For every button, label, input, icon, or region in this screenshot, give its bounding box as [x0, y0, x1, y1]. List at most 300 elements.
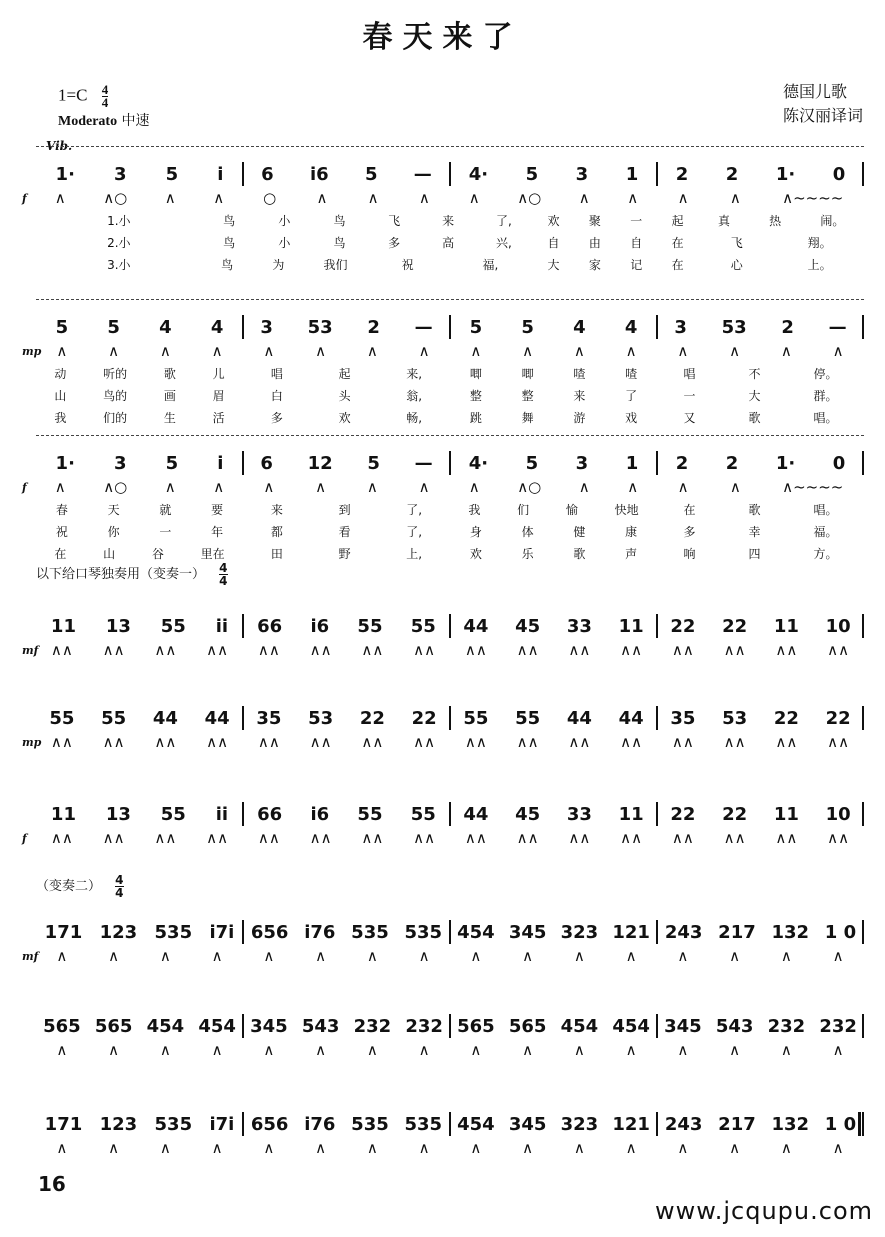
song-title: 春天来了 — [362, 20, 523, 55]
note: i76 — [304, 1113, 336, 1135]
lyric-word: 翔。 — [807, 235, 832, 250]
note: 5 — [364, 163, 378, 185]
lyric-word: 你 — [107, 524, 120, 539]
note: 1· — [775, 452, 796, 474]
articulation-measure — [36, 1138, 243, 1158]
note: 454 — [146, 1015, 185, 1037]
lyric-word: 喳 — [573, 366, 586, 381]
articulation-mark: ∧ — [263, 947, 275, 965]
articulation-mark: ∧○ — [103, 478, 128, 496]
note: 11 — [50, 615, 76, 637]
score-system — [36, 1110, 864, 1160]
lyric-word: 小 — [278, 213, 291, 228]
bar-line — [242, 920, 244, 944]
bar-line — [862, 451, 864, 475]
lyric-word: 儿 — [212, 366, 225, 381]
articulation-measure — [657, 828, 864, 848]
lyric-word: 高 — [442, 235, 455, 250]
note: 33 — [566, 803, 592, 825]
lyric-word: 鸟 — [333, 235, 346, 250]
lyric-word: 看 — [338, 524, 351, 539]
lyric-segment — [367, 232, 533, 252]
note: 123 — [99, 921, 138, 943]
lyric-word: 头 — [338, 388, 351, 403]
note: 13 — [105, 803, 131, 825]
note: 22 — [670, 615, 696, 637]
lyric-word: 鸟 — [333, 213, 346, 228]
key-label: 1=C — [58, 85, 88, 105]
bar-line — [449, 1112, 451, 1136]
articulation-mark: ∧ — [418, 189, 430, 207]
note: 243 — [664, 921, 703, 943]
note: 55 — [160, 615, 186, 637]
bar-line — [656, 614, 658, 638]
articulation-measure — [36, 341, 243, 361]
note: 66 — [257, 803, 283, 825]
note: i — [217, 163, 224, 185]
bar-line — [242, 315, 244, 339]
articulation-mark: ∧~~~~ — [782, 189, 844, 207]
articulation-mark: ∧∧ — [50, 829, 73, 847]
lyric-segment — [202, 232, 368, 252]
note: 3 — [575, 163, 589, 185]
lyric-word: 上。 — [807, 257, 832, 272]
lyric-word: 山 — [54, 388, 67, 403]
articulation-mark: ∧ — [729, 342, 741, 360]
lyric-word: 福, — [482, 257, 499, 272]
articulation-mark: ∧∧ — [775, 733, 798, 751]
note: 656 — [250, 1113, 289, 1135]
measure — [36, 918, 243, 946]
note: 454 — [560, 1015, 599, 1037]
lyric-word: 歌 — [748, 502, 761, 517]
note: 11 — [618, 803, 644, 825]
articulation-mark: ∧ — [468, 478, 480, 496]
tempo-cn: 中速 — [121, 113, 150, 129]
articulation-mark: ∧∧ — [723, 829, 746, 847]
lyric-word: 歌 — [573, 546, 586, 561]
lyric-word: 要 — [211, 502, 224, 517]
articulation-mark: ∧ — [573, 1041, 585, 1059]
system-divider — [36, 299, 864, 300]
note: 345 — [664, 1015, 702, 1037]
articulation-mark: ∧ — [522, 1041, 534, 1059]
lyric-word: 唱。 — [813, 502, 838, 517]
lyric-word: 方。 — [813, 546, 838, 561]
note: 22 — [722, 615, 748, 637]
ts-bottom: 4 — [219, 574, 228, 588]
note: 3 — [114, 452, 127, 474]
articulation-measure — [36, 828, 243, 848]
lyric-segment — [36, 210, 202, 230]
articulation-mark: ∧ — [468, 189, 480, 207]
measure — [657, 1110, 864, 1138]
note: 171 — [44, 921, 83, 943]
lyric-segment — [657, 521, 864, 541]
articulation-mark: ∧ — [573, 947, 585, 965]
note: 2 — [725, 452, 739, 474]
watermark: www.jcqupu.com — [655, 1197, 873, 1225]
measure — [243, 313, 450, 341]
articulation-mark: ∧ — [367, 189, 379, 207]
note: 1 — [625, 163, 639, 185]
articulation-mark: ∧ — [213, 478, 225, 496]
note: 3 — [260, 316, 273, 338]
articulation-mark: ∧ — [677, 1041, 689, 1059]
note: 44 — [152, 707, 178, 729]
dynamic-marking: f — [22, 192, 27, 205]
articulation-mark: ∧ — [418, 478, 430, 496]
note: 53 — [307, 316, 333, 338]
articulation-mark: ∧ — [108, 947, 120, 965]
lyric-word: 大 — [547, 257, 560, 272]
articulation-mark: ∧∧ — [568, 829, 591, 847]
lyric-segment — [36, 521, 243, 541]
variation-one-heading — [36, 562, 228, 587]
articulation-mark: ∧ — [625, 1041, 637, 1059]
articulation-mark: ∧ — [780, 1041, 792, 1059]
ts-top: 4 — [219, 561, 228, 575]
note: 44 — [566, 707, 592, 729]
lyric-word: 春 — [55, 502, 68, 517]
lyric-word: 来, — [406, 366, 423, 381]
bar-line — [449, 451, 451, 475]
bar-line — [656, 802, 658, 826]
note: 171 — [44, 1113, 83, 1135]
articulation-mark: ∧ — [832, 947, 844, 965]
articulation-mark: ∧ — [780, 1139, 792, 1157]
articulation-measure — [243, 188, 450, 208]
note: 4 — [624, 316, 638, 338]
measure — [450, 449, 657, 477]
note: 45 — [515, 615, 541, 637]
lyric-word: 欢 — [338, 410, 351, 425]
lyric-word: 就 — [159, 502, 172, 517]
articulation-mark: ∧∧ — [361, 829, 384, 847]
lyric-word: 游 — [573, 410, 586, 425]
lyric-word: 身 — [469, 524, 482, 539]
articulation-mark: ∧∧ — [102, 733, 125, 751]
articulation-measure — [450, 1040, 657, 1060]
articulation-mark: ∧ — [729, 189, 741, 207]
articulation-mark: ∧○ — [517, 478, 542, 496]
articulation-mark: ∧ — [522, 1139, 534, 1157]
measure — [450, 160, 657, 188]
articulation-measure — [243, 946, 450, 966]
note: 0 — [832, 163, 846, 185]
articulation-mark: ∧∧ — [102, 641, 125, 659]
lyric-word: 欢 — [547, 213, 560, 228]
variation-two-heading — [36, 874, 124, 899]
articulation-mark: ∧∧ — [309, 641, 332, 659]
articulation-mark: ∧∧ — [827, 641, 850, 659]
articulation-mark: ∧ — [677, 342, 689, 360]
bar-line — [449, 1014, 451, 1038]
score-system — [22, 918, 864, 968]
lyric-word: 快地 — [614, 502, 639, 517]
note: 44 — [618, 707, 644, 729]
lyric-word: 多 — [683, 524, 696, 539]
lyric-word: 鸟的 — [103, 388, 128, 403]
lyric-word: 自 — [630, 235, 643, 250]
lyric-word: 一 — [630, 213, 643, 228]
bar-line — [242, 706, 244, 730]
lyric-word: 到 — [338, 502, 351, 517]
note: 4· — [468, 452, 489, 474]
articulation-mark: ∧∧ — [206, 829, 229, 847]
articulation-mark: ∧ — [729, 1041, 741, 1059]
note: 535 — [351, 1113, 389, 1135]
articulation-mark: ∧∧ — [154, 733, 177, 751]
note: 323 — [560, 1113, 599, 1135]
lyric-word: 福。 — [813, 524, 838, 539]
lyric-word: 活 — [212, 410, 225, 425]
tempo-term: Moderato — [58, 114, 118, 129]
articulation-row — [36, 188, 864, 208]
lyric-segment — [36, 254, 202, 274]
measure — [657, 612, 864, 640]
note: 121 — [612, 921, 650, 943]
lyric-word: 自 — [547, 235, 560, 250]
lyric-segment — [450, 363, 657, 383]
measure — [657, 704, 864, 732]
lyric-word: 在 — [671, 257, 684, 272]
articulation-mark: ∧ — [211, 1139, 223, 1157]
articulation-measure — [657, 1138, 864, 1158]
measure — [243, 612, 450, 640]
articulation-mark: ∧ — [832, 1041, 844, 1059]
note: 4 — [210, 316, 224, 338]
articulation-measure — [657, 640, 864, 660]
note: 535 — [404, 921, 443, 943]
system-divider — [36, 435, 864, 436]
lyric-word: 停。 — [813, 366, 838, 381]
lyric-word: 为 — [272, 257, 285, 272]
measure — [243, 800, 450, 828]
articulation-mark: ∧∧ — [516, 829, 539, 847]
tempo-marking — [58, 110, 150, 130]
note: 22 — [825, 707, 851, 729]
note: 5 — [525, 163, 539, 185]
note: i76 — [304, 921, 336, 943]
note: 656 — [250, 921, 289, 943]
vibrato-marking: Vib. — [46, 139, 73, 153]
note: 11 — [773, 803, 799, 825]
articulation-measure — [36, 640, 243, 660]
note: 2 — [781, 316, 794, 338]
lyric-word: 田 — [270, 546, 283, 561]
articulation-mark: ∧ — [213, 189, 225, 207]
note: 2 — [367, 316, 380, 338]
lyric-word: 欢 — [469, 546, 482, 561]
articulation-mark: ∧∧ — [206, 641, 229, 659]
note: 11 — [618, 615, 644, 637]
ts-top: 4 — [101, 82, 109, 97]
lyric-word: 兴, — [495, 235, 512, 250]
articulation-measure — [450, 828, 657, 848]
note: 345 — [508, 1113, 547, 1135]
note: ii — [215, 803, 229, 825]
note: 454 — [457, 921, 495, 943]
lyric-word: 我们 — [323, 257, 348, 272]
measure — [657, 800, 864, 828]
lyric-word: 一 — [159, 524, 172, 539]
lyric-word: 白 — [270, 388, 283, 403]
measure — [36, 1012, 243, 1040]
lyric-segment — [243, 407, 450, 427]
credit-origin: 德国儿歌 — [782, 82, 847, 101]
note: 3 — [114, 163, 127, 185]
articulation-mark: ∧ — [159, 1041, 171, 1059]
lyric-word: 愉 — [565, 502, 578, 517]
lyric-segment — [450, 499, 657, 519]
bar-line — [449, 920, 451, 944]
lyric-word: 眉 — [212, 388, 225, 403]
lyric-word: 画 — [163, 388, 176, 403]
lyric-segment — [243, 385, 450, 405]
lyric-word: 天 — [107, 502, 120, 517]
articulation-row — [36, 828, 864, 848]
note: 243 — [664, 1113, 703, 1135]
articulation-mark: ∧ — [627, 478, 639, 496]
lyric-line — [36, 407, 864, 427]
lyric-word: 由 — [588, 235, 601, 250]
articulation-mark: ∧ — [418, 1139, 430, 1157]
note: 232 — [767, 1015, 806, 1037]
note: 1 — [625, 452, 639, 474]
note: 454 — [612, 1015, 650, 1037]
bar-line — [242, 614, 244, 638]
lyric-word: 多 — [388, 235, 401, 250]
articulation-mark: ∧ — [418, 947, 430, 965]
note: 53 — [722, 707, 748, 729]
note: i7i — [209, 921, 235, 943]
bar-line — [242, 1112, 244, 1136]
measure — [450, 704, 657, 732]
lyric-word: 在 — [671, 235, 684, 250]
articulation-measure — [36, 188, 243, 208]
lyric-line — [36, 254, 864, 274]
note: 44 — [463, 803, 489, 825]
note: 4 — [159, 316, 172, 338]
lyric-segment — [657, 385, 864, 405]
lyric-segment — [202, 210, 368, 230]
lyric-line — [36, 363, 864, 383]
note: 1 0 — [824, 1113, 857, 1135]
lyric-word: 群。 — [813, 388, 838, 403]
note: — — [828, 316, 847, 338]
articulation-mark: ∧ — [366, 947, 378, 965]
articulation-mark: ∧ — [108, 1041, 120, 1059]
note: 1 0 — [824, 921, 857, 943]
note: ii — [215, 615, 229, 637]
articulation-mark: ∧ — [159, 947, 171, 965]
lyric-word: 整 — [521, 388, 534, 403]
lyric-word: 不 — [748, 366, 761, 381]
note: 345 — [508, 921, 547, 943]
lyric-word: 畅, — [406, 410, 423, 425]
bar-line — [449, 706, 451, 730]
lyric-segment — [698, 232, 864, 252]
lyric-word: 来 — [270, 502, 283, 517]
lyric-word: 唱。 — [813, 410, 838, 425]
articulation-mark: ∧∧ — [309, 829, 332, 847]
note: 44 — [204, 707, 230, 729]
note: 6 — [261, 163, 274, 185]
articulation-mark: ∧∧ — [361, 733, 384, 751]
articulation-mark: ∧∧ — [361, 641, 384, 659]
note: 53 — [721, 316, 747, 338]
lyric-word: 谷 — [151, 546, 164, 561]
measure — [36, 612, 243, 640]
articulation-measure — [450, 1138, 657, 1158]
ts-bottom: 4 — [101, 95, 109, 110]
lyric-word: 鸟 — [223, 213, 236, 228]
system-divider — [36, 146, 864, 147]
articulation-mark: ∧ — [164, 478, 176, 496]
bar-line — [862, 706, 864, 730]
lyric-word: 大 — [748, 388, 761, 403]
ts-bottom: 4 — [115, 886, 124, 900]
note: 55 — [357, 803, 383, 825]
articulation-mark: ∧ — [366, 478, 378, 496]
lyric-word: 1.小 — [107, 213, 131, 228]
lyric-word: 来 — [442, 213, 455, 228]
articulation-measure — [450, 341, 657, 361]
articulation-measure — [657, 732, 864, 752]
bar-line — [242, 162, 244, 186]
lyric-word: 体 — [521, 524, 534, 539]
note: 565 — [457, 1015, 495, 1037]
credit-translator: 陈汉丽译词 — [782, 106, 863, 125]
lyric-line — [36, 543, 864, 563]
note: 543 — [715, 1015, 754, 1037]
note: 5 — [107, 316, 120, 338]
lyric-word: 翁, — [406, 388, 423, 403]
articulation-row — [36, 732, 864, 752]
articulation-mark: ∧∧ — [309, 733, 332, 751]
lyric-segment — [243, 521, 450, 541]
measure — [657, 1012, 864, 1040]
lyric-line — [36, 499, 864, 519]
lyric-line — [36, 210, 864, 230]
articulation-mark: ∧ — [164, 189, 176, 207]
articulation-mark: ∧∧ — [464, 829, 487, 847]
bar-line — [656, 706, 658, 730]
articulation-measure — [657, 188, 864, 208]
note: 22 — [722, 803, 748, 825]
lyric-segment — [698, 210, 864, 230]
note: 55 — [410, 803, 436, 825]
articulation-mark: ∧∧ — [827, 733, 850, 751]
score-system — [36, 1012, 864, 1062]
lyric-word: 飞 — [388, 213, 401, 228]
lyric-word: 听的 — [103, 366, 128, 381]
articulation-mark: ∧○ — [103, 189, 128, 207]
score-system — [22, 800, 864, 850]
lyric-word: 喳 — [625, 366, 638, 381]
articulation-mark: ∧∧ — [827, 829, 850, 847]
articulation-mark: ∧ — [108, 1139, 120, 1157]
note: 5 — [55, 316, 69, 338]
note: 5 — [469, 316, 483, 338]
bar-line — [862, 1112, 864, 1136]
articulation-measure — [450, 188, 657, 208]
score-system — [22, 449, 864, 567]
articulation-row — [36, 946, 864, 966]
time-signature — [219, 562, 227, 587]
note: — — [413, 163, 432, 185]
